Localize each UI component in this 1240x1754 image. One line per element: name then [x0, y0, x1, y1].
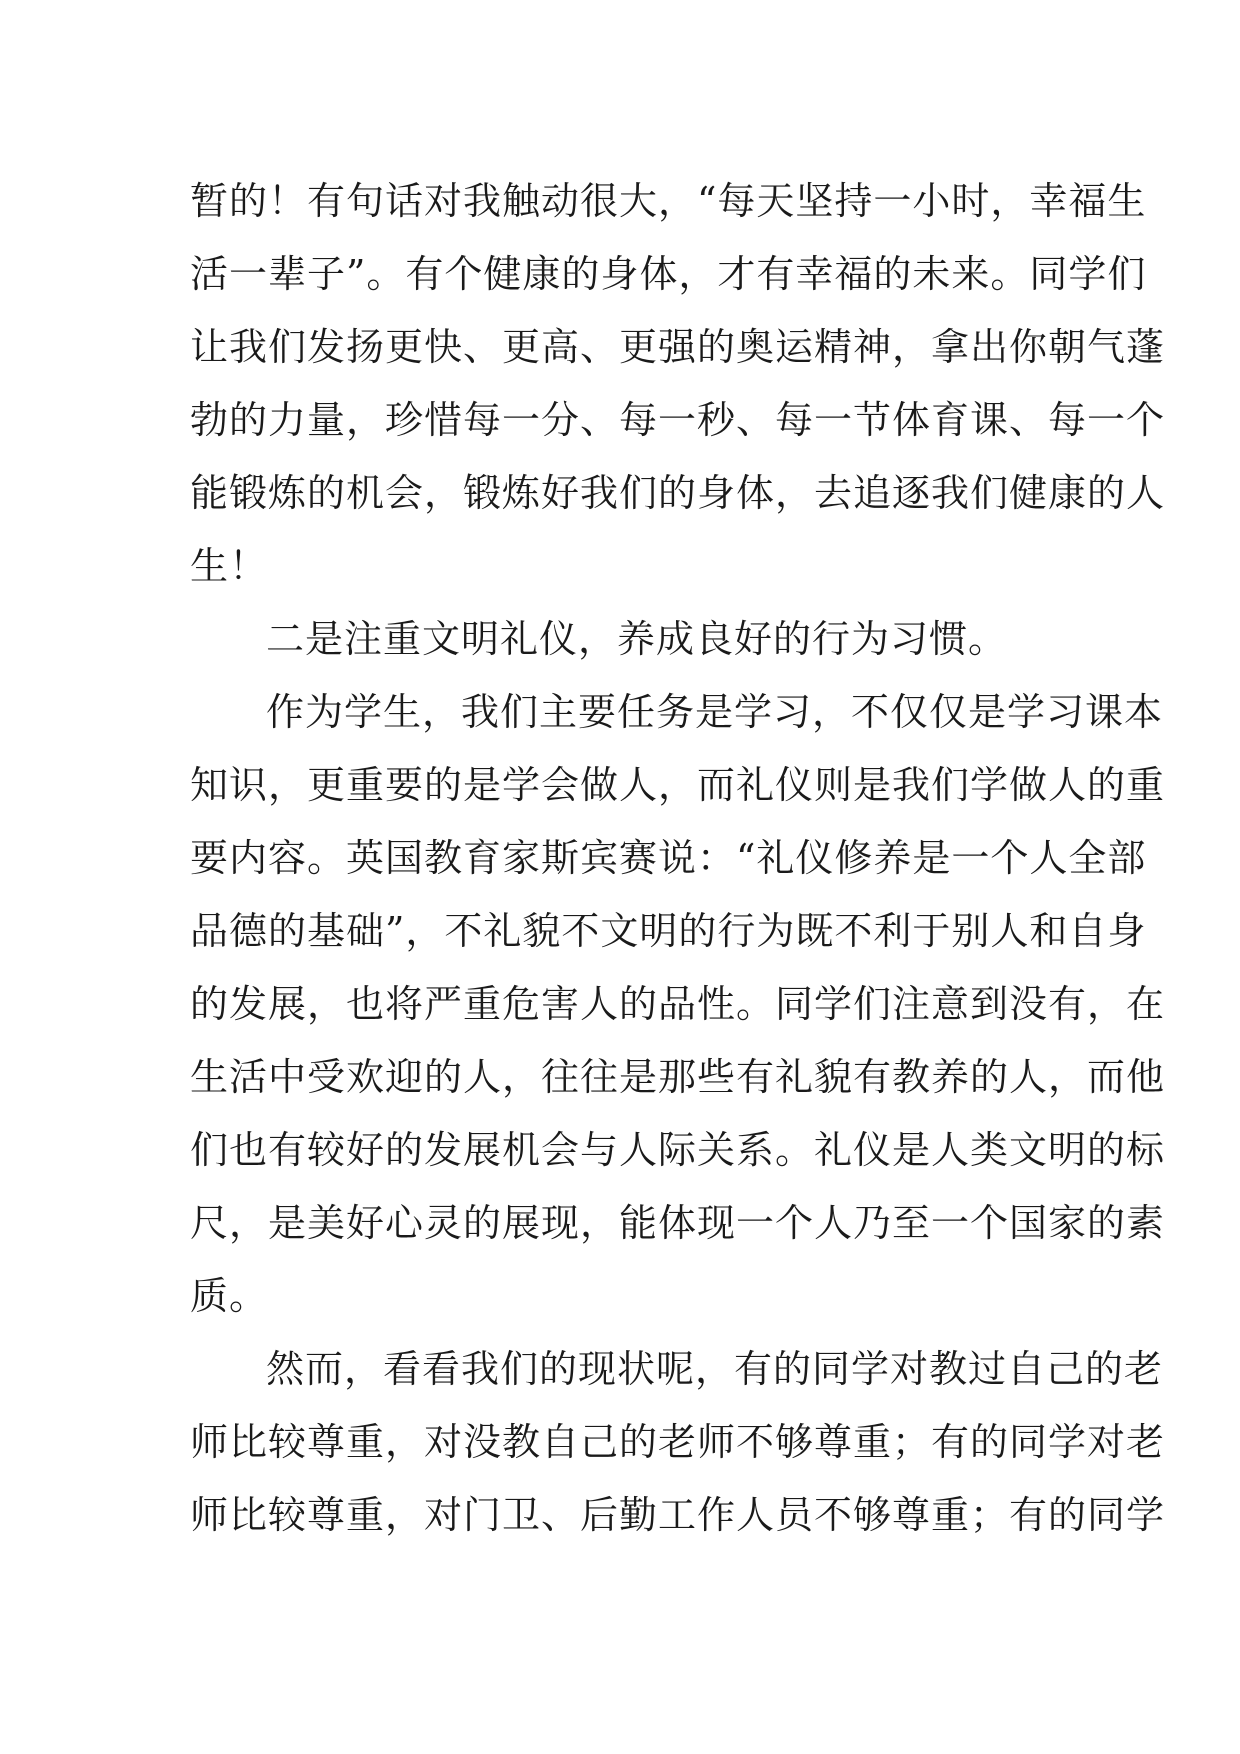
text-line: 让我们发扬更快、更高、更强的奥运精神，拿出你朝气蓬: [190, 325, 1166, 369]
text-line: 勃的力量，珍惜每一分、每一秒、每一节体育课、每一个: [190, 398, 1166, 442]
text-line: 活一辈子”。有个健康的身体，才有幸福的未来。同学们: [190, 252, 1147, 296]
text-line: 尺，是美好心灵的展现，能体现一个人乃至一个国家的素: [190, 1201, 1166, 1245]
paragraph-2: [190, 603, 1050, 676]
paragraph-1: [190, 165, 1166, 603]
text-line: 们也有较好的发展机会与人际关系。礼仪是人类文明的标: [190, 1128, 1166, 1172]
text-line: 能锻炼的机会，锻炼好我们的身体，去追逐我们健康的人: [190, 471, 1166, 515]
text-line: 然而，看看我们的现状呢，有的同学对教过自己的老: [266, 1347, 1164, 1391]
paragraph-3: [190, 676, 1166, 1333]
text-line: 要内容。英国教育家斯宾赛说：“礼仪修养是一个人全部: [190, 836, 1147, 880]
text-line: 二是注重文明礼仪，养成良好的行为习惯。: [266, 617, 1008, 661]
text-line: 作为学生，我们主要任务是学习，不仅仅是学习课本: [266, 690, 1164, 734]
text-line: 的发展，也将严重危害人的品性。同学们注意到没有，在: [190, 982, 1166, 1026]
paragraph-4: [190, 1333, 1166, 1552]
text-line: 暂的！有句话对我触动很大，“每天坚持一小时，幸福生: [190, 179, 1147, 223]
text-line: 生活中受欢迎的人，往往是那些有礼貌有教养的人，而他: [190, 1055, 1166, 1099]
text-line: 师比较尊重，对没教自己的老师不够尊重；有的同学对老: [190, 1420, 1166, 1464]
text-line: 品德的基础”，不礼貌不文明的行为既不利于别人和自身: [190, 909, 1147, 953]
body-text: [190, 165, 1166, 1552]
text-line: 师比较尊重，对门卫、后勤工作人员不够尊重；有的同学: [190, 1493, 1166, 1537]
text-line: 知识，更重要的是学会做人，而礼仪则是我们学做人的重: [190, 763, 1166, 807]
text-line: 质。: [190, 1274, 269, 1318]
text-line: 生！: [190, 544, 269, 588]
